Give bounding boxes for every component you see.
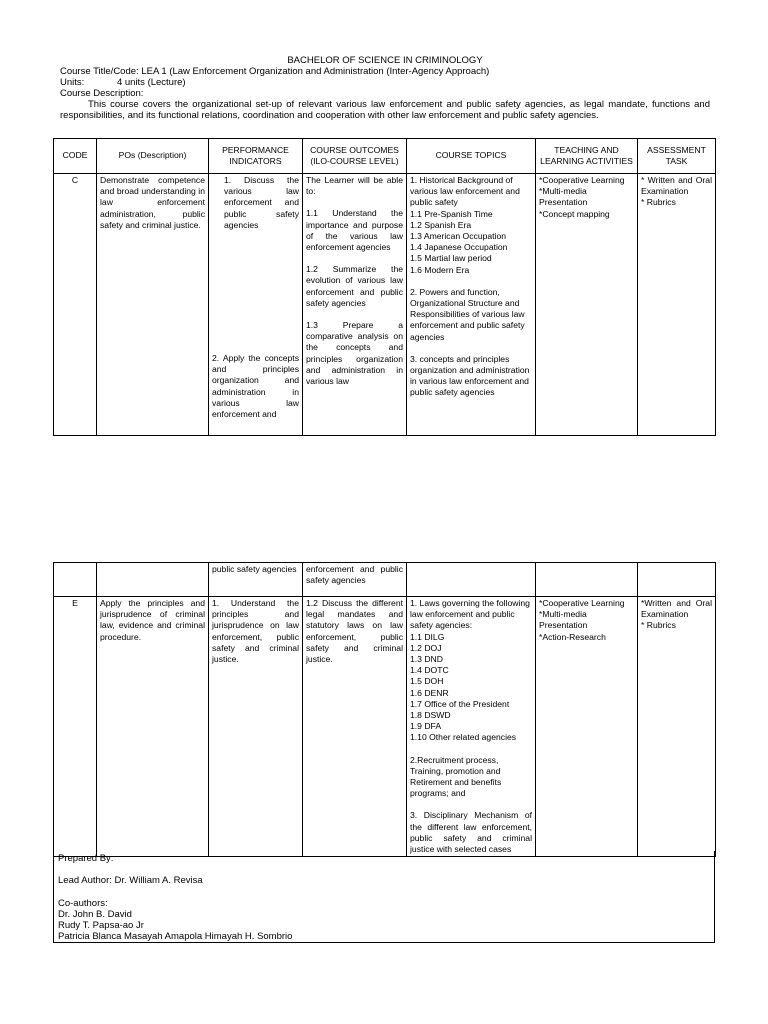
topic-line: 1.6 DENR bbox=[410, 687, 449, 698]
performance-indicator-continued: public safety agencies bbox=[209, 563, 303, 597]
header-assessment: ASSESSMENT TASK bbox=[638, 139, 716, 174]
header-code: CODE bbox=[54, 139, 97, 174]
assessment-cell bbox=[638, 597, 716, 857]
performance-indicators-cell bbox=[209, 174, 303, 436]
po-description: Demonstrate competence and broad understanding in law enforcement administration, public safety and criminal justice. bbox=[97, 174, 209, 436]
course-outcomes-table bbox=[53, 138, 716, 436]
course-description-label: Course Description: bbox=[60, 88, 144, 99]
topic-line: 1.5 Martial law period bbox=[410, 253, 492, 264]
topic-line: 1.1 DILG bbox=[410, 631, 445, 642]
topic-3: 3. Disciplinary Mechanism of the different law enforcement, public safety and criminal justice with selected cases bbox=[410, 810, 532, 855]
header-teaching-learning: TEACHING AND LEARNING ACTIVITIES bbox=[536, 139, 638, 174]
po-description: Apply the principles and jurisprudence of criminal law, evidence and criminal procedure. bbox=[97, 597, 209, 857]
assessment-item: *Written and Oral Examination bbox=[641, 598, 712, 620]
table-row-continued bbox=[54, 563, 716, 597]
course-outcomes-table-continued bbox=[53, 562, 716, 857]
topic-line: 1.4 Japanese Occupation bbox=[410, 242, 508, 253]
performance-indicator-e: 1. Understand the principles and jurisprudence on law enforcement, public safety and criminal justice. bbox=[209, 597, 303, 857]
topic-line: 1. Historical Background of various law enforcement and public safety bbox=[410, 175, 520, 208]
topic-line: 1.2 Spanish Era bbox=[410, 219, 472, 230]
code-cell: E bbox=[54, 597, 97, 857]
co-author: Rudy T. Papsa-ao Jr bbox=[58, 920, 144, 932]
course-outcome-1-2: 1.2 Summarize the evolution of various law enforcement and public safety agencies bbox=[306, 264, 403, 308]
course-title-value: LEA 1 (Law Enforcement Organization and Administration (Inter-Agency Approach) bbox=[141, 66, 490, 77]
course-outcome-e: 1.2 Discuss the different legal mandates and statutory laws on law enforcement, public safety and criminal justice. bbox=[303, 597, 407, 857]
code-cell: C bbox=[54, 174, 97, 436]
activity-item: *Action-Research bbox=[539, 631, 606, 642]
course-description: This course covers the organizational set-up of relevant various law enforcement and public safety agencies, as legal mandate, functions and responsibilities, and its functional relations, coordination and cooperation with other law enforcement and public safety agencies. bbox=[60, 99, 710, 121]
header-pos: POs (Description) bbox=[97, 139, 209, 174]
co-intro: The Learner will be able to: bbox=[306, 175, 403, 197]
course-title-label: Course Title/Code: bbox=[60, 66, 139, 77]
co-author: Patricia Blanca Masayah Amapola Himayah H. Sombrio bbox=[58, 931, 293, 943]
course-outcome-1-1: 1.1 Understand the importance and purpose of the various law enforcement agencies bbox=[306, 208, 403, 253]
course-topics-cell bbox=[407, 597, 536, 857]
assessment-item: * Rubrics bbox=[641, 197, 676, 208]
topic-line: 1.3 American Occupation bbox=[410, 231, 507, 242]
assessment-item: * Written and Oral Examination bbox=[641, 175, 712, 197]
table-header-row bbox=[54, 139, 716, 174]
topic-2: 2.Recruitment process, Training, promotion and Retirement and benefits programs; and bbox=[410, 754, 502, 799]
topic-line: 1.3 DND bbox=[410, 654, 443, 665]
topic-line: 1.7 Office of the President bbox=[410, 698, 510, 709]
activity-item: *Cooperative Learning bbox=[539, 598, 625, 608]
units-label: Units: bbox=[60, 77, 85, 88]
assessment-item: * Rubrics bbox=[641, 620, 676, 631]
topic-3: 3. concepts and principles organization and administration in various law enforcement and public safety agencies bbox=[410, 353, 530, 398]
topic-2: 2. Powers and function, Organizational Structure and Responsibilities of various law enforcement and public safety agencies bbox=[410, 286, 525, 342]
teaching-activities-cell bbox=[536, 174, 638, 436]
topic-line: 1.8 DSWD bbox=[410, 710, 451, 721]
course-outcome-1-3: 1.3 Prepare a comparative analysis on the concepts and principles organization and administration in various law bbox=[306, 320, 403, 387]
co-author: Dr. John B. David bbox=[58, 908, 132, 920]
course-topics-cell bbox=[407, 174, 536, 436]
activity-item: *Multi-media Presentation bbox=[539, 186, 588, 208]
co-authors-label: Co-authors: bbox=[58, 897, 108, 909]
topic-line: 1.9 DFA bbox=[410, 721, 442, 732]
header-course-topics: COURSE TOPICS bbox=[407, 139, 536, 174]
header-performance-indicators: PERFORMANCE INDICATORS bbox=[209, 139, 303, 174]
topic-line: 1.6 Modern Era bbox=[410, 264, 470, 275]
units-line bbox=[60, 77, 710, 88]
units-value: 4 units (Lecture) bbox=[116, 77, 186, 88]
assessment-cell bbox=[638, 174, 716, 436]
performance-indicator-2: 2. Apply the concepts and principles organization and administration in various law enforcement and bbox=[212, 353, 299, 420]
activity-item: *Cooperative Learning bbox=[539, 175, 625, 185]
activity-item: *Concept mapping bbox=[539, 208, 610, 219]
table-row-e bbox=[54, 597, 716, 857]
performance-indicator-1: 1. Discuss the various law enforcement and public safety agencies bbox=[224, 175, 299, 230]
teaching-activities-cell bbox=[536, 597, 638, 857]
course-outcomes-cell bbox=[303, 174, 407, 436]
topic-line: 1.5 DOH bbox=[410, 676, 444, 687]
prepared-by-label: Prepared By: bbox=[58, 853, 114, 864]
activity-item: *Multi-media Presentation bbox=[539, 609, 588, 631]
course-title-line bbox=[60, 66, 710, 77]
prepared-by-section bbox=[53, 851, 715, 943]
topic-line: 1.4 DOTC bbox=[410, 665, 449, 676]
topic-line: 1. Laws governing the following law enforcement and public safety agencies: bbox=[410, 598, 530, 631]
header-course-outcomes: COURSE OUTCOMES (ILO-COURSE LEVEL) bbox=[303, 139, 407, 174]
topic-line: 1.1 Pre-Spanish Time bbox=[410, 208, 493, 219]
topic-line: 1.2 DOJ bbox=[410, 642, 442, 653]
document-header bbox=[60, 55, 710, 121]
topic-line: 1.10 Other related agencies bbox=[410, 732, 517, 743]
program-title: BACHELOR OF SCIENCE IN CRIMINOLOGY bbox=[287, 55, 483, 66]
lead-author: Lead Author: Dr. William A. Revisa bbox=[58, 875, 203, 887]
table-row-c bbox=[54, 174, 716, 436]
course-outcome-continued: enforcement and public safety agencies bbox=[303, 563, 407, 597]
